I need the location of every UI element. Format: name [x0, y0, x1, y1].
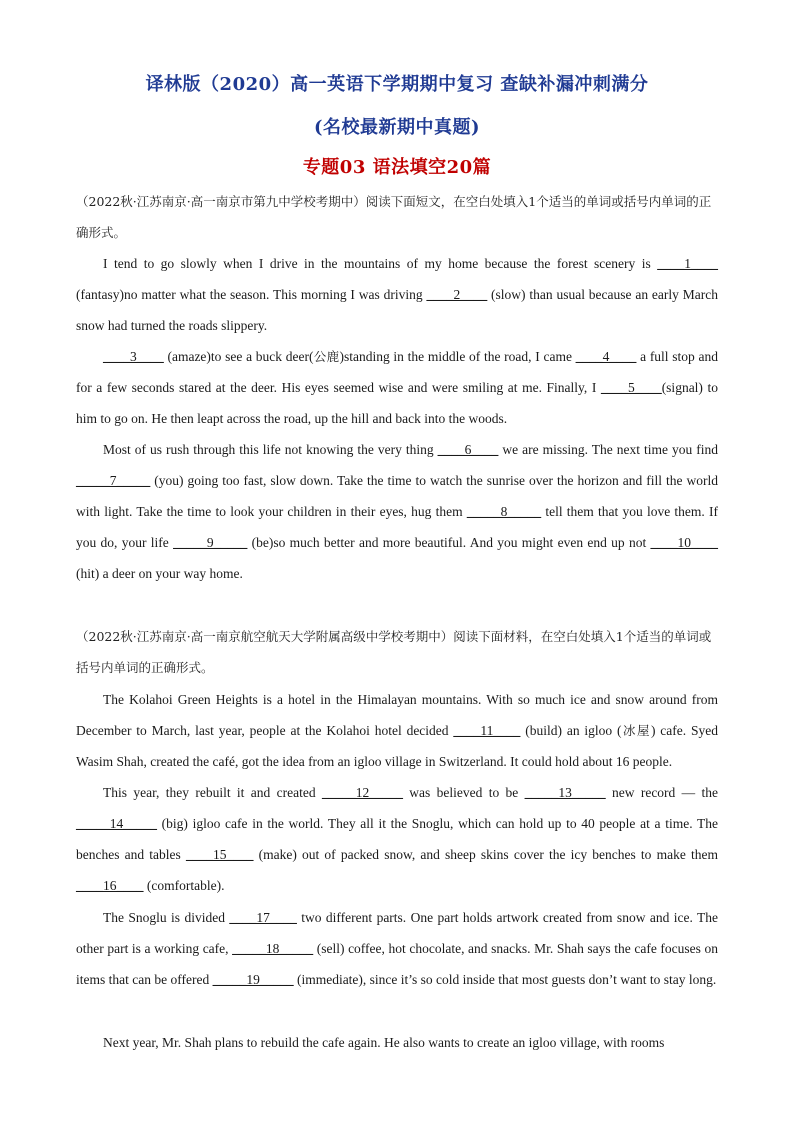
- doc-title-line-2: (名校最新期中真题): [313, 117, 481, 138]
- text: (hit) a deer on your way home.: [76, 566, 243, 581]
- text: Next year, Mr. Shah plans to rebuild the cafe again. He also wants to create an igloo village, with rooms: [103, 1035, 665, 1050]
- blank-19[interactable]: _____19_____: [212, 972, 294, 987]
- text: Most of us rush through this life not knowing the very thing: [103, 442, 438, 457]
- text: This year, they rebuilt it and created: [103, 785, 322, 800]
- text: a full stop and for a few seconds stared at the deer. His eyes seemed wise and were smiling at me. Finally, I: [76, 349, 718, 395]
- text: (build) an igloo (: [520, 723, 622, 738]
- passage1-paragraph-3: [76, 434, 718, 589]
- blank-3[interactable]: ____3____: [103, 349, 164, 364]
- text: (amaze)to see a buck deer(: [163, 349, 314, 364]
- blank-16[interactable]: ____16____: [76, 878, 144, 893]
- text: tell them that you love them. If you do, your life: [76, 504, 719, 550]
- blank-15[interactable]: ____15____: [185, 847, 254, 862]
- text: (you) going too fast, slow down. Take the time to watch the sunrise over the horizon and fill the world with light. Take the time to look your children in their eyes, hug them: [76, 473, 718, 519]
- blank-4[interactable]: ____4____: [575, 349, 637, 364]
- doc-title-line-3: 专题03 语法填空20篇: [302, 157, 492, 178]
- chinese-gloss: 冰屋: [621, 723, 651, 738]
- text: )standing in the middle of the road, I came: [339, 349, 576, 364]
- text: (slow) than usual because an early March snow had turned the roads slippery.: [76, 287, 718, 333]
- blank-17[interactable]: ____17____: [229, 910, 297, 925]
- text: was believed to be: [402, 785, 525, 800]
- text: new record — the: [605, 785, 718, 800]
- text: (be)so much better and more beautiful. And you might even end up not: [247, 535, 651, 550]
- passage2-paragraph-3: [76, 902, 718, 995]
- text: I tend to go slowly when I drive in the mountains of my home because the forest scenery is: [103, 256, 658, 271]
- blank-13[interactable]: _____13_____: [524, 785, 606, 800]
- blank-2[interactable]: ____2____: [426, 287, 488, 302]
- passage2-paragraph-1: [76, 684, 718, 777]
- text: (immediate), since it’s so cold inside that most guests don’t want to stay long.: [293, 972, 717, 987]
- blank-9[interactable]: _____9_____: [173, 535, 248, 550]
- blank-18[interactable]: _____18_____: [232, 941, 314, 956]
- blank-8[interactable]: _____8_____: [466, 504, 542, 519]
- blank-10[interactable]: ____10____: [650, 535, 718, 550]
- blank-6[interactable]: ____6____: [437, 442, 499, 457]
- blank-14[interactable]: _____14_____: [76, 816, 157, 831]
- text: (sell) coffee, hot chocolate, and snacks. Mr. Shah says the cafe focuses on items that can be offered: [76, 941, 718, 987]
- passage2-paragraph-4: [76, 1027, 718, 1058]
- text: (signal) to him to go on. He then leapt across the road, up the hill and back into the woods.: [76, 380, 718, 426]
- blank-7[interactable]: _____7_____: [76, 473, 151, 488]
- blank-5[interactable]: ____5____: [600, 380, 662, 395]
- passage2-source: （2022秋·江苏南京·高一南京航空航天大学附属高级中学校考期中）阅读下面材料，在空白处填入1个适当的单词或括号内单词的正确形式。: [76, 629, 712, 675]
- text: (comfortable).: [143, 878, 225, 893]
- text: The Snoglu is divided: [103, 910, 230, 925]
- passage1-paragraph-2: [76, 341, 718, 434]
- text: The Kolahoi Green Heights is a hotel in the Himalayan mountains. With so much ice and snow around from December to March, last year, people at the Kolahoi hotel decided: [76, 692, 718, 738]
- text: (big) igloo cafe in the world. They all it the Snoglu, which can hold up to 40 people at a time. The benches and tables: [76, 816, 718, 862]
- text: (fantasy)no matter what the season. This morning I was driving: [76, 287, 427, 302]
- blank-1[interactable]: ____1____: [657, 256, 718, 271]
- text: ) cafe. Syed Wasim Shah, created the café, got the idea from an igloo village in Switzerland. It could hold about 16 people.: [76, 723, 718, 769]
- blank-11[interactable]: ____11____: [453, 723, 521, 738]
- passage1-paragraph-1: [76, 248, 718, 341]
- passage1-source: （2022秋·江苏南京·高一南京市第九中学校考期中）阅读下面短文，在空白处填入1个适当的单词或括号内单词的正确形式。: [76, 194, 712, 240]
- text: two different parts. One part holds artwork created from snow and ice. The other part is a working cafe,: [76, 910, 718, 956]
- passage2-paragraph-2: [76, 777, 718, 901]
- blank-12[interactable]: _____12_____: [321, 785, 403, 800]
- text: we are missing. The next time you find: [498, 442, 718, 457]
- chinese-gloss: 公鹿: [313, 349, 340, 364]
- doc-title-line-1: 译林版（2020）高一英语下学期期中复习 查缺补漏冲刺满分: [145, 74, 649, 95]
- text: (make) out of packed snow, and sheep skins cover the icy benches to make them: [253, 847, 718, 862]
